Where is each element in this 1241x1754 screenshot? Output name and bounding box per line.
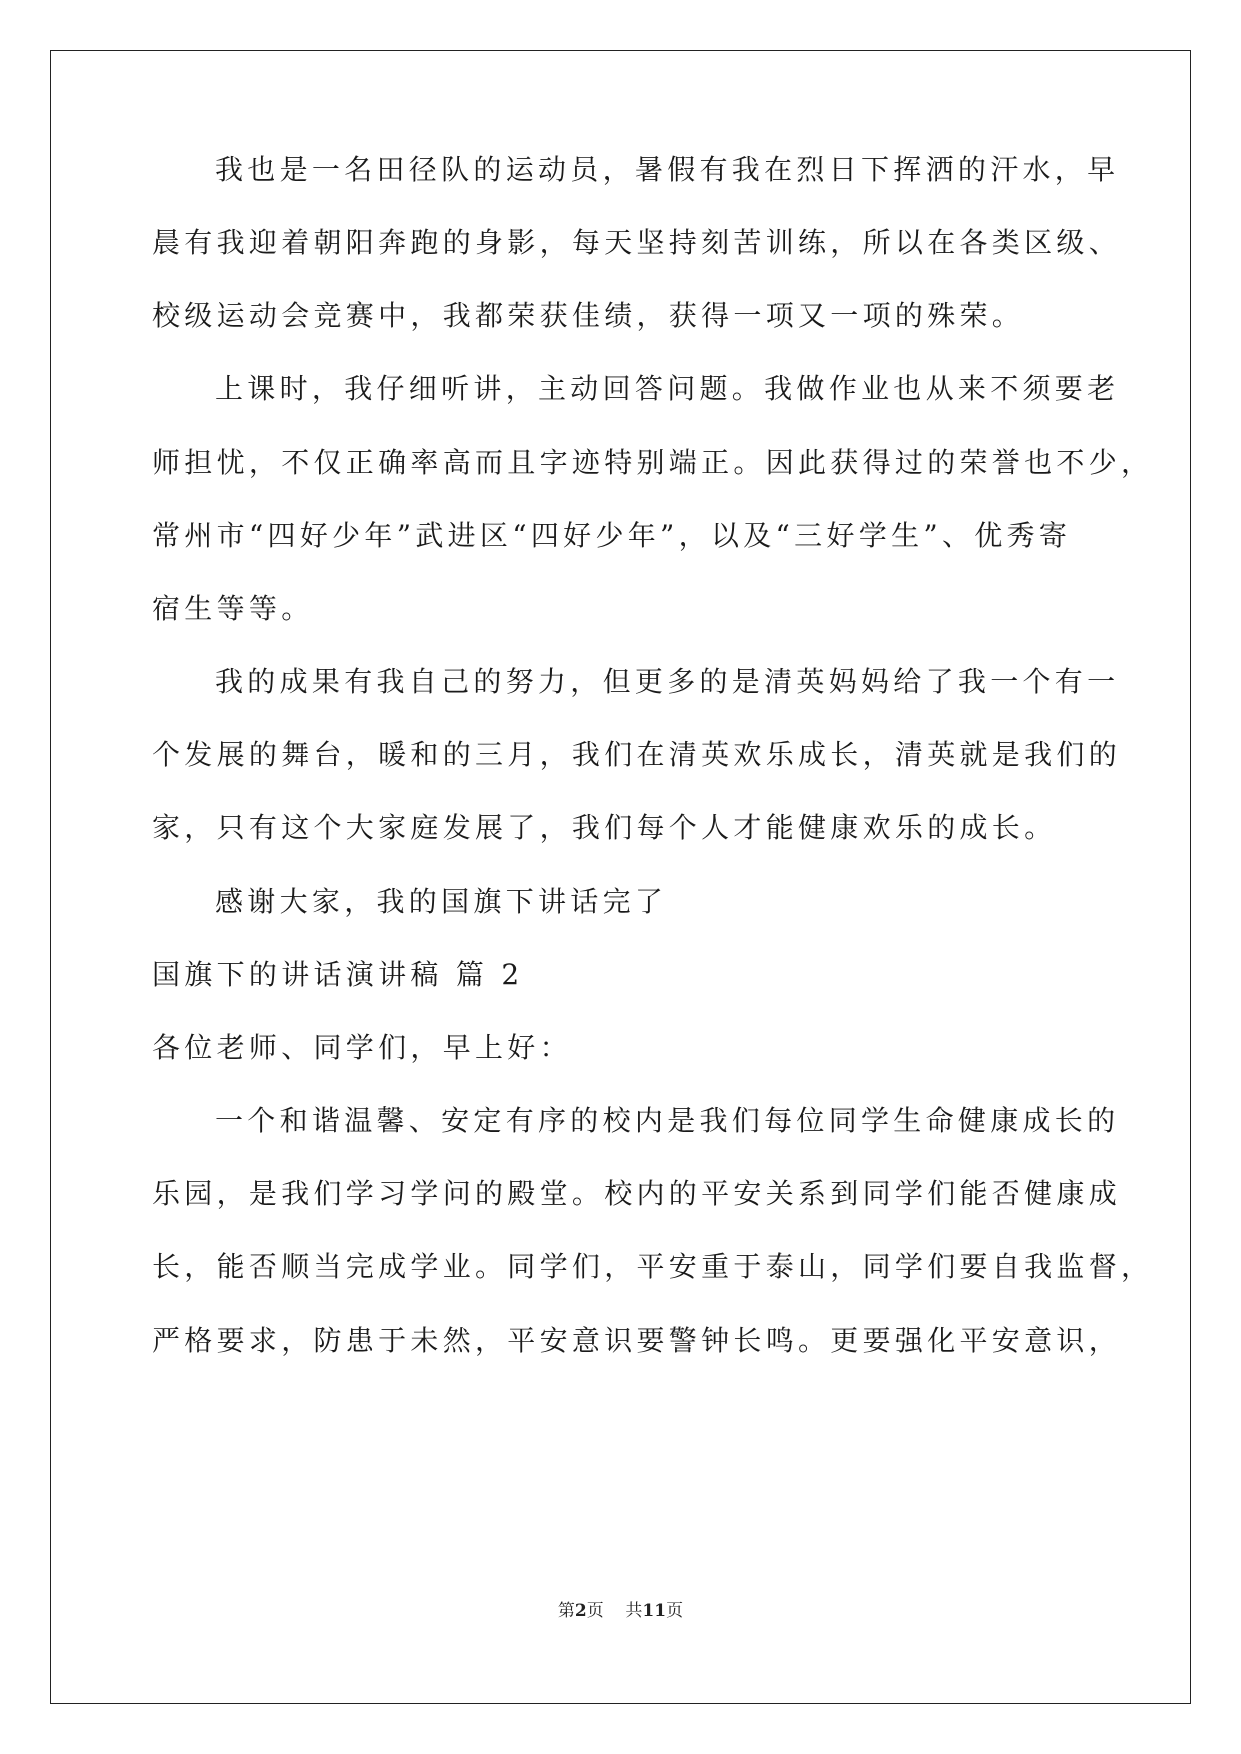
paragraph-2-line-3: 常州市“四好少年”武进区“四好少年”，以及“三好学生”、优秀寄 (152, 519, 1072, 552)
paragraph-2-line-4: 宿生等等。 (152, 592, 314, 625)
speech2-line-2: 乐园，是我们学习学问的殿堂。校内的平安关系到同学们能否健康成 (152, 1177, 1122, 1210)
speech2-line-4: 严格要求，防患于未然，平安意识要警钟长鸣。更要强化平安意识， (152, 1324, 1122, 1357)
paragraph-3-line-2: 个发展的舞台，暖和的三月，我们在清英欢乐成长，清英就是我们的 (152, 738, 1122, 771)
page-footer (0, 1596, 1241, 1621)
paragraph-2-line-2: 师担忧，不仅正确率高而且字迹特别端正。因此获得过的荣誉也不少， (152, 446, 1154, 479)
footer-total-suffix: 页 (666, 1601, 684, 1621)
section-heading: 国旗下的讲话演讲稿 篇 2 (152, 958, 524, 991)
paragraph-4-line-1: 感谢大家，我的国旗下讲话完了 (215, 885, 668, 918)
footer-prefix: 第 (557, 1601, 575, 1621)
paragraph-3-line-1: 我的成果有我自己的努力，但更多的是清英妈妈给了我一个有一 (215, 665, 1120, 698)
footer-total-prefix: 共 (625, 1601, 643, 1621)
paragraph-1-line-1: 我也是一名田径队的运动员，暑假有我在烈日下挥洒的汗水，早 (215, 153, 1120, 186)
paragraph-1-line-2: 晨有我迎着朝阳奔跑的身影，每天坚持刻苦训练，所以在各类区级、 (152, 226, 1122, 259)
footer-page-suffix: 页 (586, 1601, 604, 1621)
paragraph-3-line-3: 家，只有这个大家庭发展了，我们每个人才能健康欢乐的成长。 (152, 811, 1057, 844)
speech2-line-1: 一个和谐温馨、安定有序的校内是我们每位同学生命健康成长的 (215, 1104, 1120, 1137)
greeting: 各位老师、同学们，早上好： (152, 1031, 572, 1064)
speech2-line-3: 长，能否顺当完成学业。同学们，平安重于泰山，同学们要自我监督， (152, 1250, 1154, 1283)
paragraph-2-line-1: 上课时，我仔细听讲，主动回答问题。我做作业也从来不须要老 (215, 372, 1120, 405)
footer-page-number: 2 (574, 1601, 587, 1621)
paragraph-1-line-3: 校级运动会竞赛中，我都荣获佳绩，获得一项又一项的殊荣。 (152, 299, 1025, 332)
footer-total-pages: 11 (642, 1601, 667, 1621)
